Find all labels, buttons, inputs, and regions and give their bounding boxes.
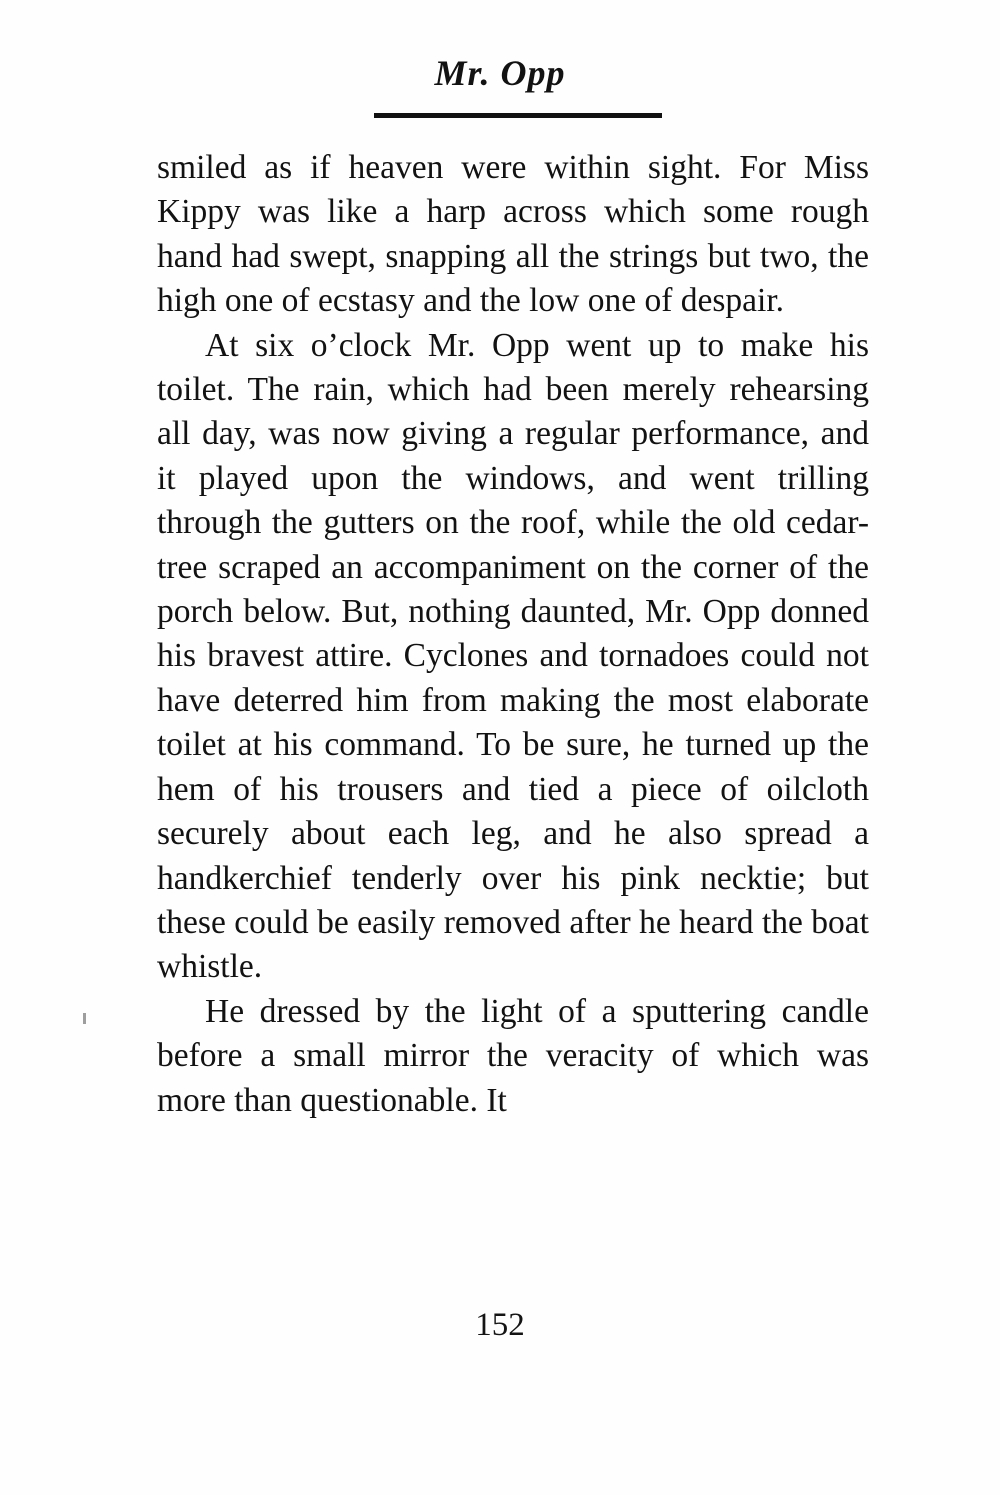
running-head-title: Mr. Opp — [434, 53, 566, 93]
text-block — [157, 146, 869, 1123]
paragraph-2: At six o’clock Mr. Opp went up to make his toilet. The rain, which had been merely rehearsing all day, was now giving a regular performance, and it played upon the windows, and went trilling through the gutters on the roof, while the old cedar-tree scraped an accompaniment on the corner of the porch below. But, nothing daunted, Mr. Opp donned his bravest attire. Cyclones and tornadoes could not have deterred him from making the most elaborate toilet at his command. To be sure, he turned up the hem of his trousers and tied a piece of oilcloth securely about each leg, and he also spread a handkerchief tenderly over his pink necktie; but these could be easily removed after he heard the boat whistle. — [157, 326, 869, 986]
page-speck — [83, 1013, 86, 1024]
header-rule — [374, 113, 662, 118]
paragraph-1: smiled as if heaven were within sight. For Miss Kippy was like a harp across which some rough hand had swept, snapping all the strings but two, the high one of ecstasy and the low one of despair. — [157, 149, 869, 320]
paragraph-3: He dressed by the light of a sputtering candle before a small mirror the veracity of which was more than questionable. It — [157, 992, 869, 1119]
page-number: 152 — [475, 1307, 525, 1343]
running-head — [0, 52, 1000, 94]
